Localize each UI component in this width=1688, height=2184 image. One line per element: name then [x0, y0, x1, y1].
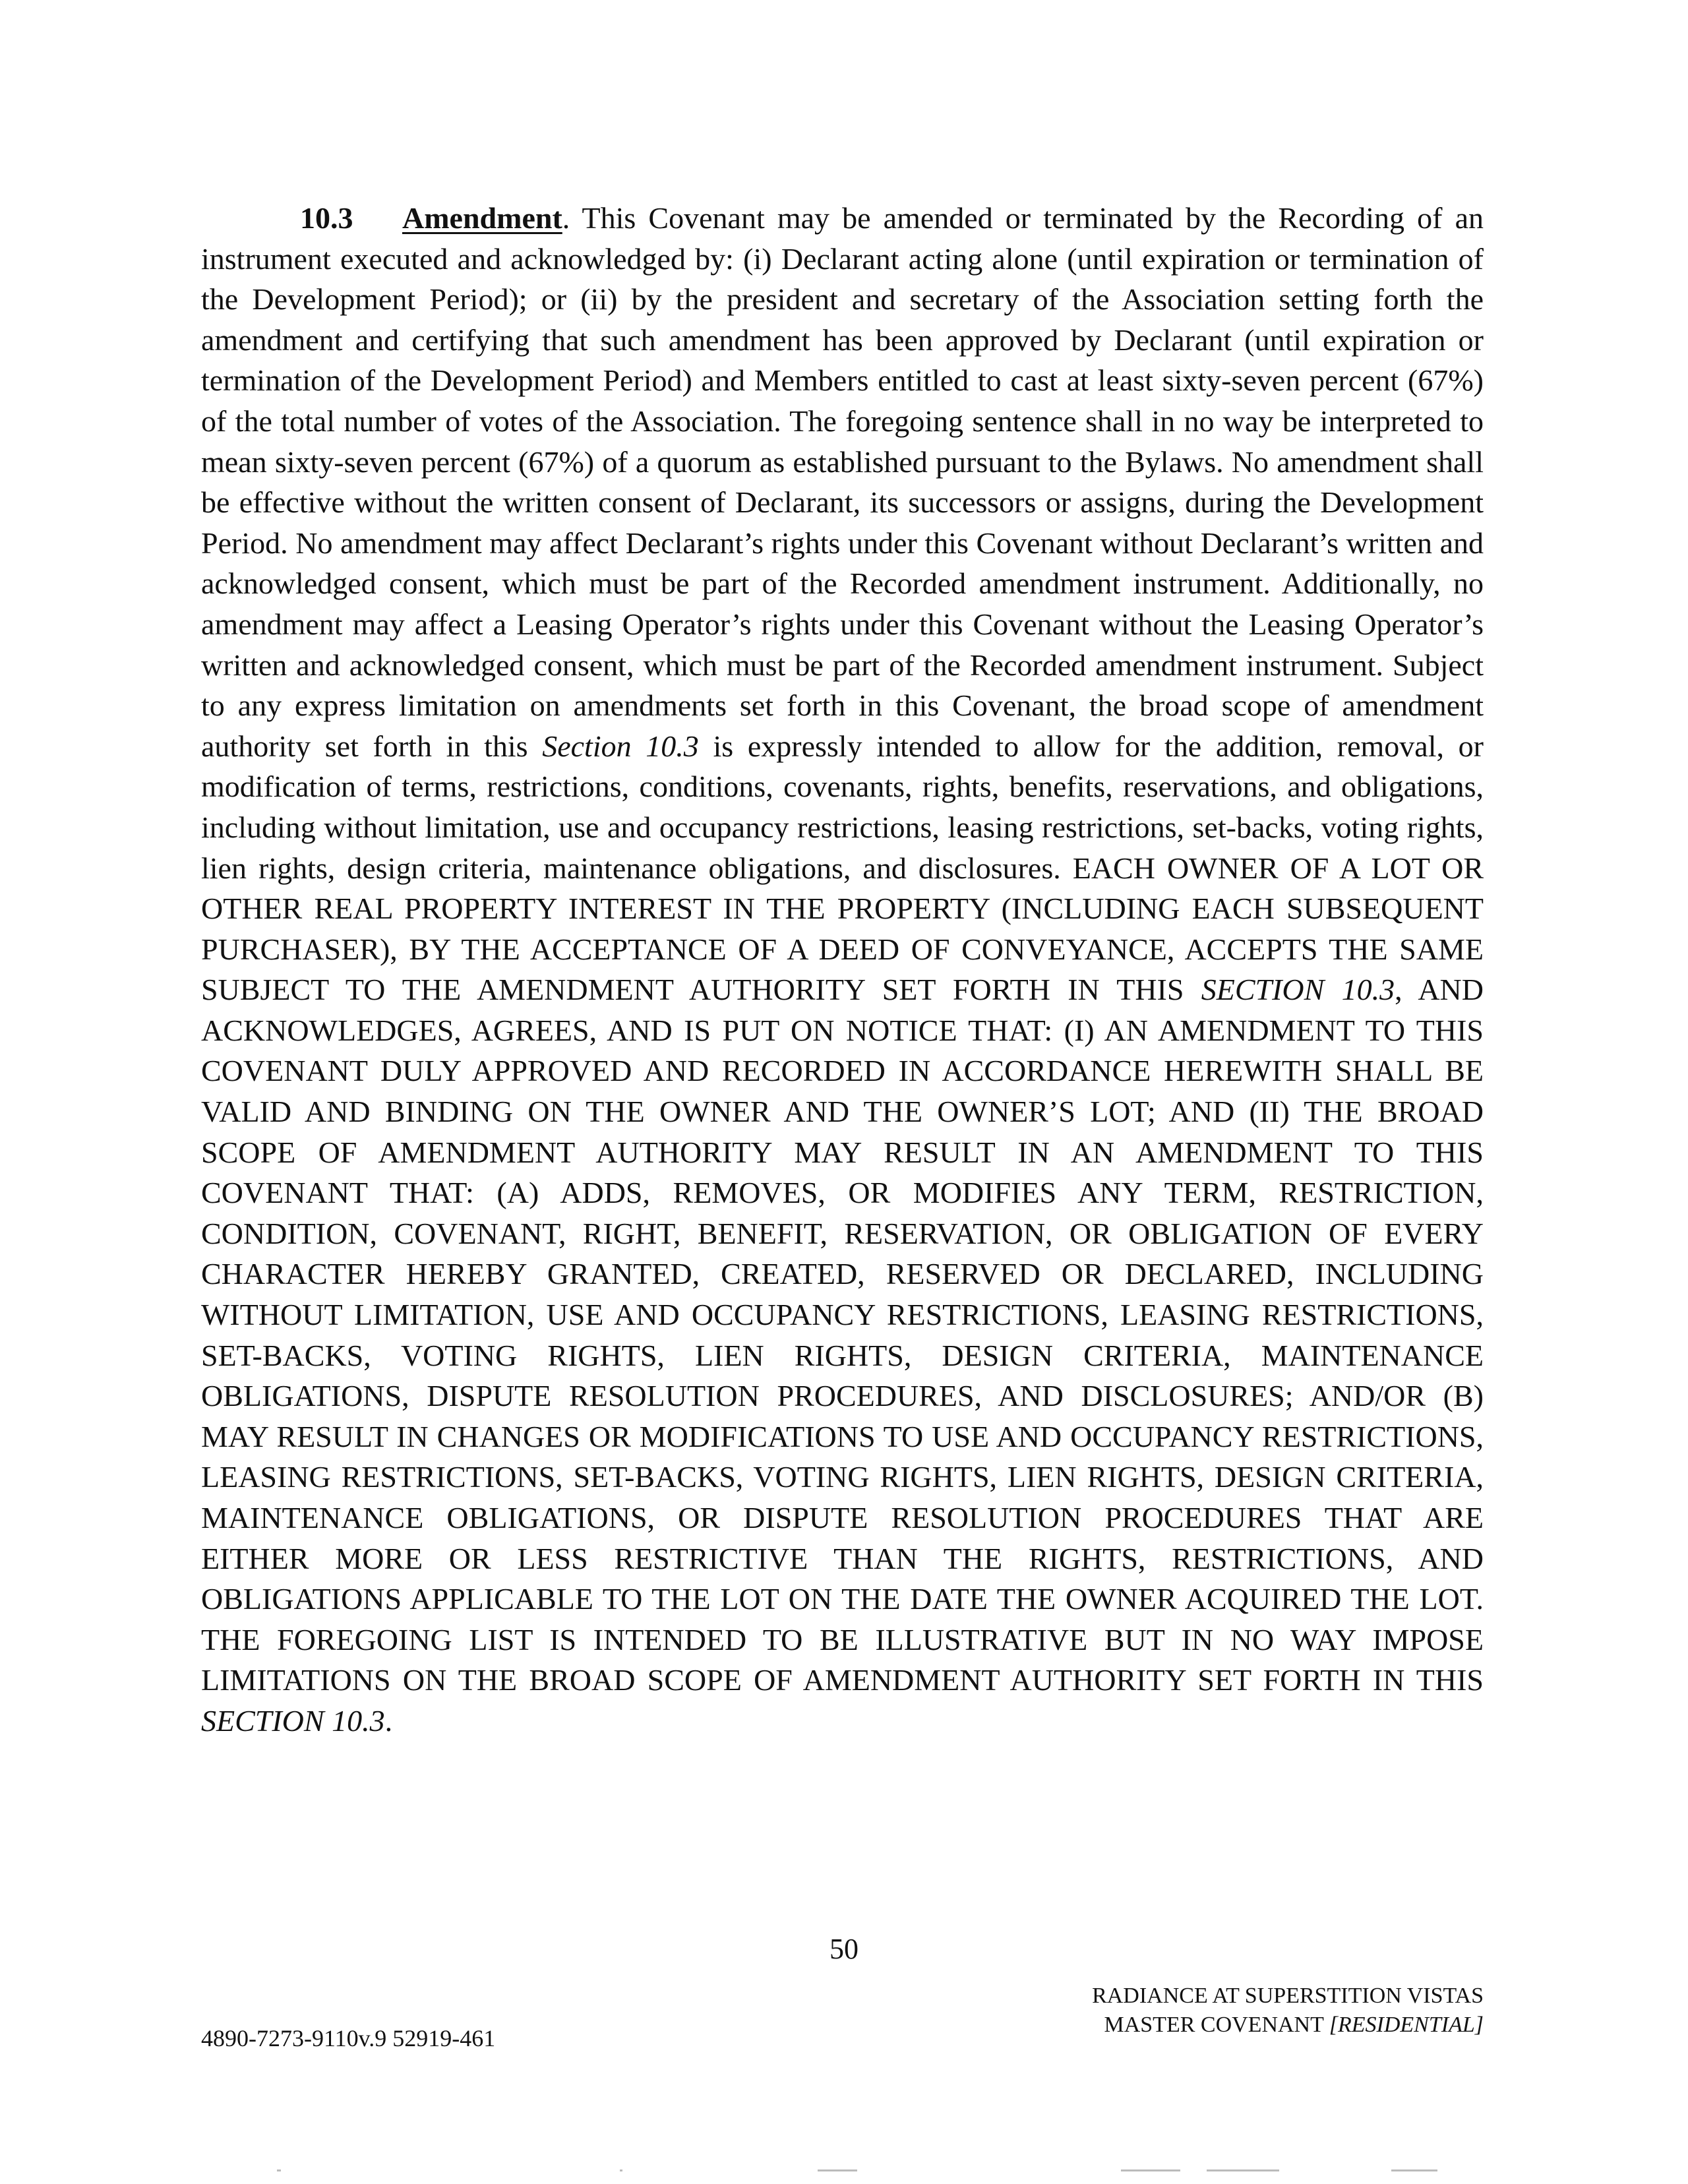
section-reference: SECTION 10.3 — [201, 1703, 385, 1738]
scan-artifact — [277, 2169, 281, 2171]
scan-artifact — [1207, 2169, 1279, 2171]
section-10-3-paragraph — [201, 198, 1484, 1742]
section-number: 10.3 — [300, 201, 353, 235]
scan-artifact — [620, 2169, 622, 2171]
section-heading-period: . — [562, 201, 570, 235]
section-text-part-3: , AND ACKNOWLEDGES, AGREES, AND IS PUT ON NOTICE THAT: (I) AN AMENDMENT TO THIS COVENANT DULY APPROVED AND RECORDED IN ACCORDANCE HEREWITH SHALL BE VALID AND BINDING ON THE OWNER AND THE OWNER’S LOT; AND (II) THE BROAD SCOPE OF AMENDMENT AUTHORITY MAY RESULT IN AN AMENDMENT TO THIS COVENANT THAT: (A) ADDS, REMOVES, OR MODIFIES ANY TERM, RESTRICTION, CONDITION, COVENANT, RIGHT, BENEFIT, RESERVATION, OR OBLIGATION OF EVERY CHARACTER HEREBY GRANTED, CREATED, RESERVED OR DECLARED, INCLUDING WITHOUT LIMITATION, USE AND OCCUPANCY RESTRICTIONS, LEASING RESTRICTIONS, SET-BACKS, VOTING RIGHTS, LIEN RIGHTS, DESIGN CRITERIA, MAINTENANCE OBLIGATIONS, DISPUTE RESOLUTION PROCEDURES, AND DISCLOSURES; AND/OR (B) MAY RESULT IN CHANGES OR MODIFICATIONS TO USE AND OCCUPANCY RESTRICTIONS, LEASING RESTRICTIONS, SET-BACKS, VOTING RIGHTS, LIEN RIGHTS, DESIGN CRITERIA, MAINTENANCE OBLIGATIONS, OR DISPUTE RESOLUTION PROCEDURES THAT ARE EITHER MORE OR LESS RESTRICTIVE THAN THE RIGHTS, RESTRICTIONS, AND OBLIGATIONS APPLICABLE TO THE LOT ON THE DATE THE OWNER ACQUIRED THE LOT. THE FOREGOING LIST IS INTENDED TO BE ILLUSTRATIVE BUT IN NO WAY IMPOSE LIMITATIONS ON THE BROAD SCOPE OF AMENDMENT AUTHORITY SET FORTH IN THIS — [201, 973, 1484, 1697]
section-text-part-1: This Covenant may be amended or terminated by the Recording of an instrument executed and acknowledged by: (i) Declarant acting alone (until expiration or termination of the Development Period); or (ii) by the president and secretary of the Association setting forth the amendment and certifying that such amendment has been approved by Declarant (until expiration or termination of the Development Period) and Members entitled to cast at least sixty-seven percent (67%) of the total number of votes of the Association. The foregoing sentence shall in no way be interpreted to mean sixty-seven percent (67%) of a quorum as established pursuant to the Bylaws. No amendment shall be effective without the written consent of Declarant, its successors or assigns, during the Development Period. No amendment may affect Declarant’s rights under this Covenant without Declarant’s written and acknowledged consent, which must be part of the Recorded amendment instrument. Additionally, no amendment may affect a Leasing Operator’s rights under this Covenant without the Leasing Operator’s written and acknowledged consent, which must be part of the Recorded amendment instrument. Subject to any express limitation on amendments set forth in this Covenant, the broad scope of amendment authority set forth in this — [201, 201, 1484, 763]
document-title-footer — [1092, 1982, 1484, 2040]
document-id: 4890-7273-9110v.9 52919-461 — [201, 2025, 496, 2051]
page-number: 50 — [829, 1933, 859, 1965]
section-text-part-2: is expressly intended to allow for the addition, removal, or modification of terms, restrictions, conditions, covenants, rights, benefits, reservations, and obligations, including without limitation, use and occupancy restrictions, leasing restrictions, set-backs, voting rights, lien rights, design criteria, maintenance obligations, and disclosures. EACH OWNER OF A LOT OR OTHER REAL PROPERTY INTEREST IN THE PROPERTY (INCLUDING EACH SUBSEQUENT PURCHASER), BY THE ACCEPTANCE OF A DEED OF CONVEYANCE, ACCEPTS THE SAME SUBJECT TO THE AMENDMENT AUTHORITY SET FORTH IN THIS — [201, 729, 1484, 1007]
section-reference: Section 10.3 — [542, 729, 699, 763]
document-title-line-2 — [1092, 2011, 1484, 2040]
document-title-line-1: RADIANCE AT SUPERSTITION VISTAS — [1092, 1984, 1484, 2008]
document-title-line-2-text: MASTER COVENANT — [1104, 2013, 1329, 2037]
scan-artifact — [818, 2169, 857, 2171]
section-reference: SECTION 10.3 — [1201, 973, 1395, 1007]
scan-artifact — [1391, 2169, 1437, 2171]
section-text-part-4: . — [384, 1703, 393, 1738]
scan-artifact — [1121, 2169, 1180, 2171]
document-title-line-2-italic: [RESIDENTIAL] — [1329, 2013, 1484, 2037]
section-heading: Amendment — [402, 201, 562, 235]
